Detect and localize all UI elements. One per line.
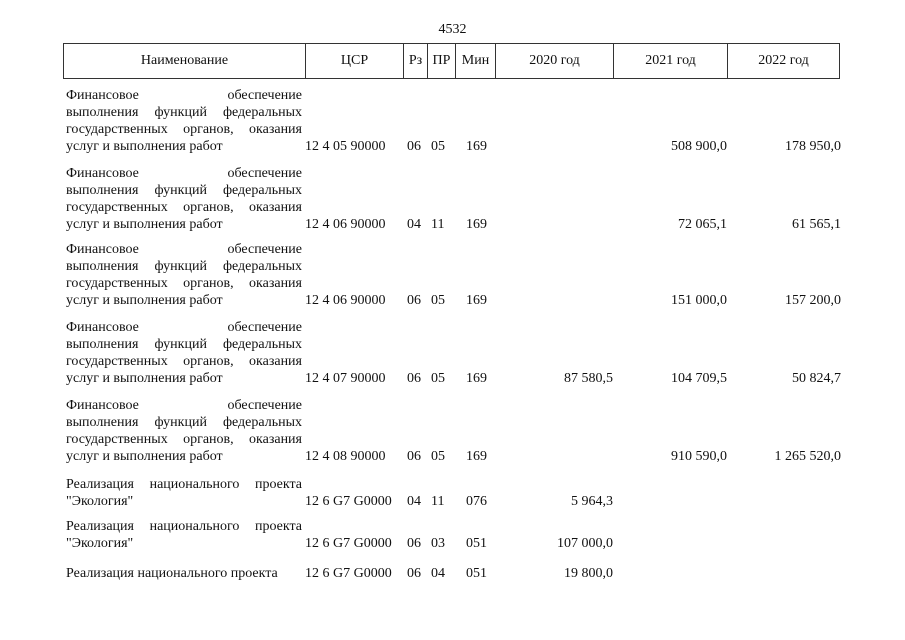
- row-2021: 104 709,5: [671, 371, 727, 386]
- row-name-line: государственных органов, оказания: [66, 200, 302, 215]
- row-min: 169: [466, 139, 487, 154]
- row-name-line: услуг и выполнения работ: [66, 217, 223, 232]
- row-min: 169: [466, 217, 487, 232]
- row-name-line: Финансовое обеспечение: [66, 320, 302, 335]
- row-rz: 04: [407, 494, 421, 509]
- row-name-line: выполнения функций федеральных: [66, 337, 302, 352]
- row-rz: 06: [407, 536, 421, 551]
- row-2022: 1 265 520,0: [774, 449, 841, 464]
- row-name-line: "Экология": [66, 494, 134, 509]
- row-name-line: выполнения функций федеральных: [66, 183, 302, 198]
- row-csr: 12 4 06 90000: [305, 293, 386, 308]
- row-pr: 05: [431, 293, 445, 308]
- row-rz: 04: [407, 217, 421, 232]
- row-name-line: Финансовое обеспечение: [66, 88, 302, 103]
- row-name: [66, 87, 302, 155]
- row-csr: 12 6 G7 G0000: [305, 536, 392, 551]
- row-csr: 12 4 07 90000: [305, 371, 386, 386]
- row-pr: 11: [431, 217, 445, 232]
- row-name: [66, 518, 302, 552]
- row-name-line: государственных органов, оказания: [66, 122, 302, 137]
- row-name-line: выполнения функций федеральных: [66, 415, 302, 430]
- row-2022: 50 824,7: [792, 371, 841, 386]
- row-pr: 05: [431, 371, 445, 386]
- row-name-line: Реализация национального проекта: [66, 519, 302, 534]
- header-2021: 2021 год: [614, 44, 728, 78]
- row-rz: 06: [407, 139, 421, 154]
- row-2021: 151 000,0: [671, 293, 727, 308]
- row-pr: 05: [431, 449, 445, 464]
- row-csr: 12 4 06 90000: [305, 217, 386, 232]
- row-csr: 12 4 08 90000: [305, 449, 386, 464]
- row-name: [66, 319, 302, 387]
- row-2021: 508 900,0: [671, 139, 727, 154]
- row-csr: 12 6 G7 G0000: [305, 566, 392, 581]
- row-2021: 910 590,0: [671, 449, 727, 464]
- row-min: 169: [466, 371, 487, 386]
- row-pr: 03: [431, 536, 445, 551]
- header-2022: 2022 год: [758, 53, 809, 68]
- row-2020: 5 964,3: [571, 494, 613, 509]
- table-header: [63, 43, 840, 79]
- row-pr: 05: [431, 139, 445, 154]
- row-name-line: государственных органов, оказания: [66, 432, 302, 447]
- row-2022: 157 200,0: [785, 293, 841, 308]
- page-number: 4532: [438, 22, 467, 37]
- row-name: [66, 565, 302, 582]
- row-2020: 87 580,5: [564, 371, 613, 386]
- row-2022: 178 950,0: [785, 139, 841, 154]
- row-name-line: Финансовое обеспечение: [66, 166, 302, 181]
- row-min: 076: [466, 494, 487, 509]
- row-pr: 04: [431, 566, 445, 581]
- row-name: [66, 476, 302, 510]
- row-rz: 06: [407, 371, 421, 386]
- header-csr: ЦСР: [306, 44, 404, 78]
- row-name-line: Реализация национального проекта: [66, 566, 278, 581]
- row-rz: 06: [407, 449, 421, 464]
- row-name: [66, 397, 302, 465]
- header-rz: Рз: [404, 44, 428, 78]
- row-name-line: услуг и выполнения работ: [66, 139, 223, 154]
- row-2022: 61 565,1: [792, 217, 841, 232]
- row-name-line: государственных органов, оказания: [66, 276, 302, 291]
- row-name-line: выполнения функций федеральных: [66, 259, 302, 274]
- header-min: Мин: [456, 44, 496, 78]
- row-pr: 11: [431, 494, 445, 509]
- row-name-line: Финансовое обеспечение: [66, 398, 302, 413]
- row-name-line: выполнения функций федеральных: [66, 105, 302, 120]
- row-name-line: государственных органов, оказания: [66, 354, 302, 369]
- row-name-line: услуг и выполнения работ: [66, 449, 223, 464]
- row-name: [66, 241, 302, 309]
- row-name-line: Реализация национального проекта: [66, 477, 302, 492]
- row-rz: 06: [407, 566, 421, 581]
- row-name: [66, 165, 302, 233]
- row-min: 169: [466, 449, 487, 464]
- header-name: Наименование: [64, 44, 306, 78]
- row-name-line: услуг и выполнения работ: [66, 371, 223, 386]
- row-min: 051: [466, 566, 487, 581]
- row-name-line: услуг и выполнения работ: [66, 293, 223, 308]
- row-min: 051: [466, 536, 487, 551]
- row-min: 169: [466, 293, 487, 308]
- row-name-line: "Экология": [66, 536, 134, 551]
- header-2020: 2020 год: [496, 44, 614, 78]
- row-2020: 19 800,0: [564, 566, 613, 581]
- header-pr: ПР: [428, 44, 456, 78]
- row-rz: 06: [407, 293, 421, 308]
- row-2021: 72 065,1: [678, 217, 727, 232]
- row-2020: 107 000,0: [557, 536, 613, 551]
- row-csr: 12 6 G7 G0000: [305, 494, 392, 509]
- row-name-line: Финансовое обеспечение: [66, 242, 302, 257]
- row-csr: 12 4 05 90000: [305, 139, 386, 154]
